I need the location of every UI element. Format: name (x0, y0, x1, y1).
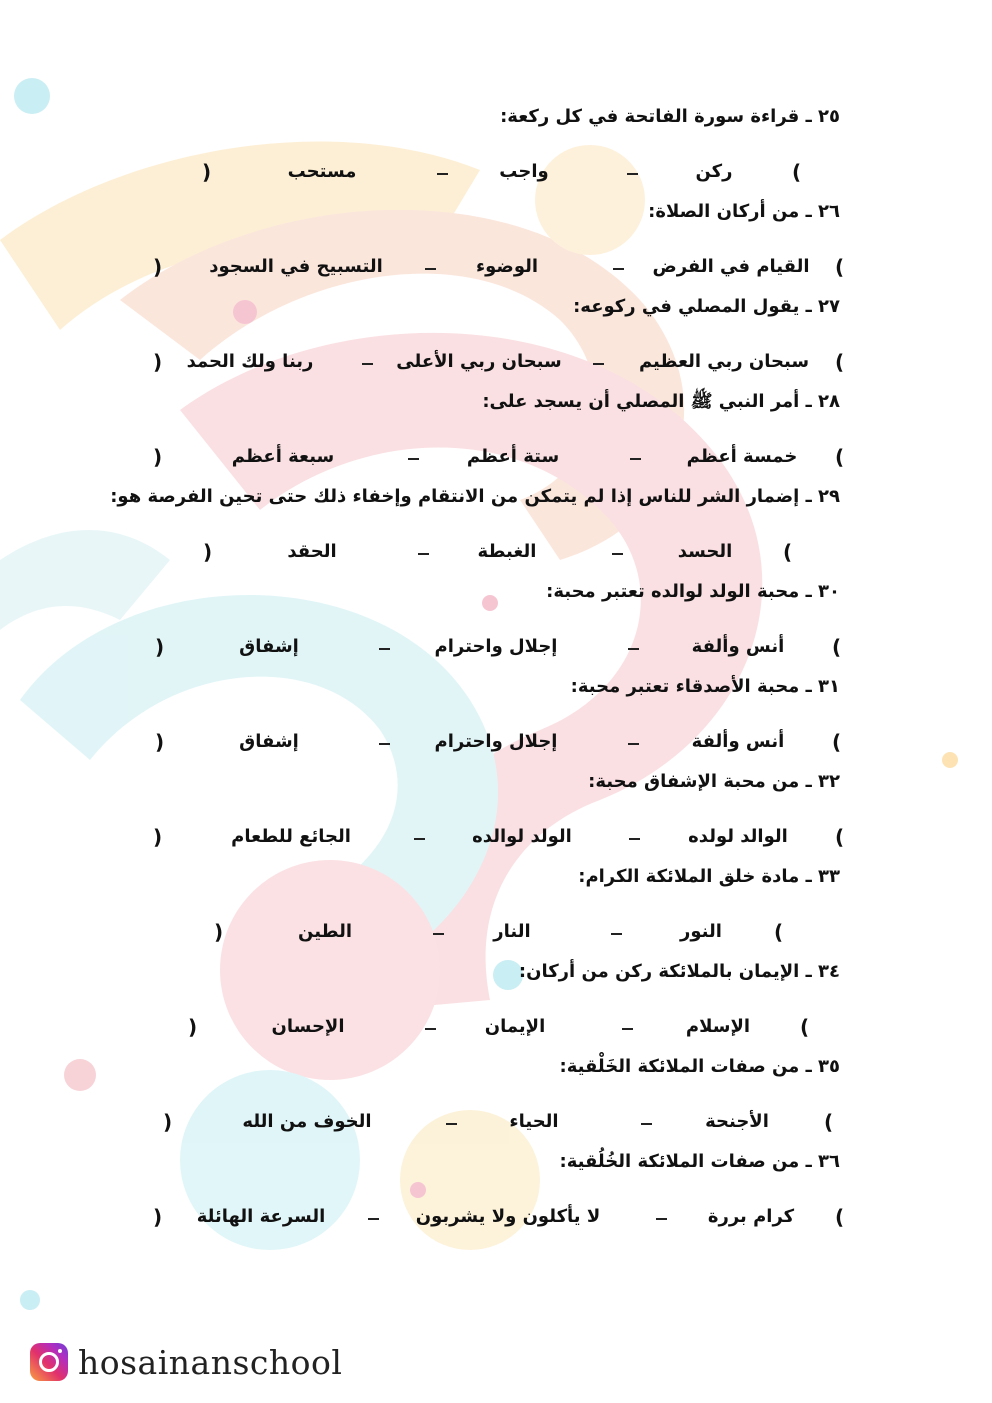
paren-close: ) (203, 540, 213, 564)
answer-option[interactable]: الحياء (509, 1111, 559, 1132)
answer-option[interactable]: الطين (297, 921, 353, 942)
answer-option[interactable]: سبعة أعظم (231, 446, 335, 467)
answer-option[interactable]: كرام بررة (707, 1206, 795, 1227)
answer-option[interactable]: الإحسان (271, 1016, 345, 1037)
answer-option[interactable]: إشفاق (239, 636, 299, 657)
question-text: ٣٦ ـ من صفات الملائكة الخُلُقية: (559, 1151, 840, 1172)
paren-close: ) (153, 255, 163, 279)
option-separator (593, 363, 604, 365)
option-separator (446, 1123, 457, 1125)
answer-option[interactable]: ركن (695, 161, 733, 182)
option-separator (362, 363, 373, 365)
question-text: ٣٠ ـ محبة الولد لوالده تعتبر محبة: (546, 581, 840, 602)
question-text: ٣٣ ـ مادة خلق الملائكة الكرام: (578, 866, 840, 887)
paren-open: ( (792, 160, 802, 184)
option-separator (613, 268, 624, 270)
paren-close: ) (155, 635, 165, 659)
option-separator (612, 553, 623, 555)
paren-close: ) (214, 920, 224, 944)
paren-open: ( (832, 635, 842, 659)
paren-close: ) (163, 1110, 173, 1134)
instagram-handle[interactable]: hosainanschool (78, 1342, 343, 1382)
answer-option[interactable]: ربنا ولك الحمد (186, 351, 314, 372)
answer-option[interactable]: الحقد (287, 541, 337, 562)
option-separator (437, 173, 448, 175)
answer-option[interactable]: خمسة أعظم (686, 446, 798, 467)
question-text: ٢٧ ـ يقول المصلي في ركوعه: (573, 296, 840, 317)
paren-close: ) (153, 350, 163, 374)
option-separator (379, 648, 390, 650)
paren-open: ( (835, 825, 845, 849)
paren-open: ( (824, 1110, 834, 1134)
answer-option[interactable]: الحسد (677, 541, 733, 562)
answer-option[interactable]: السرعة الهائلة (196, 1206, 326, 1227)
answer-option[interactable]: النار (493, 921, 531, 942)
paren-open: ( (835, 1205, 845, 1229)
question-text: ٣٥ ـ من صفات الملائكة الخَلْقية: (559, 1056, 840, 1077)
paren-open: ( (835, 445, 845, 469)
paren-open: ( (774, 920, 784, 944)
question-text: ٣٤ ـ الإيمان بالملائكة ركن من أركان: (518, 961, 840, 982)
answer-option[interactable]: مستحب (287, 161, 357, 182)
paren-close: ) (153, 1205, 163, 1229)
option-separator (368, 1218, 379, 1220)
option-separator (630, 458, 641, 460)
question-text: ٣١ ـ محبة الأصدقاء تعتبر محبة: (570, 676, 840, 697)
answer-option[interactable]: إجلال واحترام (434, 731, 558, 752)
option-separator (414, 838, 425, 840)
option-separator (628, 648, 639, 650)
question-text: ٢٩ ـ إضمار الشر للناس إذا لم يتمكن من الانتقام وإخفاء ذلك حتى تحين الفرصة هو: (110, 486, 840, 507)
option-separator (641, 1123, 652, 1125)
answer-option[interactable]: إشفاق (239, 731, 299, 752)
answer-option[interactable]: ستة أعظم (466, 446, 560, 467)
answer-option[interactable]: إجلال واحترام (434, 636, 558, 657)
answer-option[interactable]: واجب (499, 161, 549, 182)
option-separator (627, 173, 638, 175)
paren-open: ( (835, 255, 845, 279)
answer-option[interactable]: الوالد لولده (688, 826, 788, 847)
question-text: ٣٢ ـ من محبة الإشفاق محبة: (588, 771, 840, 792)
answer-option[interactable]: الإيمان (484, 1016, 546, 1037)
option-separator (656, 1218, 667, 1220)
answer-option[interactable]: الخوف من الله (242, 1111, 372, 1132)
option-separator (611, 933, 622, 935)
answer-option[interactable]: الجائع للطعام (231, 826, 351, 847)
paren-close: ) (155, 730, 165, 754)
answer-option[interactable]: النور (680, 921, 722, 942)
answer-option[interactable]: الغبطة (477, 541, 537, 562)
answer-option[interactable]: الوضوء (475, 256, 539, 277)
question-text: ٢٥ ـ قراءة سورة الفاتحة في كل ركعة: (500, 106, 840, 127)
paren-close: ) (153, 445, 163, 469)
paren-open: ( (783, 540, 793, 564)
option-separator (425, 268, 436, 270)
paren-close: ) (153, 825, 163, 849)
paren-close: ) (188, 1015, 198, 1039)
option-separator (433, 933, 444, 935)
option-separator (622, 1028, 633, 1030)
answer-option[interactable]: أنس وألفة (691, 731, 785, 752)
answer-option[interactable]: الأجنحة (705, 1111, 769, 1132)
option-separator (379, 743, 390, 745)
paren-open: ( (835, 350, 845, 374)
question-text: ٢٦ ـ من أركان الصلاة: (648, 201, 840, 222)
answer-option[interactable]: التسبيح في السجود (209, 256, 383, 277)
answer-option[interactable]: أنس وألفة (691, 636, 785, 657)
option-separator (629, 838, 640, 840)
option-separator (418, 553, 429, 555)
option-separator (628, 743, 639, 745)
answer-option[interactable]: الولد لوالده (472, 826, 572, 847)
answer-option[interactable]: سبحان ربي الأعلى (396, 351, 562, 372)
answer-option[interactable]: لا يأكلون ولا يشربون (415, 1206, 601, 1227)
paren-open: ( (800, 1015, 810, 1039)
answer-option[interactable]: الإسلام (685, 1016, 751, 1037)
option-separator (425, 1028, 436, 1030)
answer-option[interactable]: سبحان ربي العظيم (638, 351, 810, 372)
question-text: ٢٨ ـ أمر النبي ﷺ المصلي أن يسجد على: (482, 391, 840, 412)
option-separator (408, 458, 419, 460)
paren-open: ( (832, 730, 842, 754)
answer-option[interactable]: القيام في الفرض (652, 256, 810, 277)
paren-close: ) (202, 160, 212, 184)
